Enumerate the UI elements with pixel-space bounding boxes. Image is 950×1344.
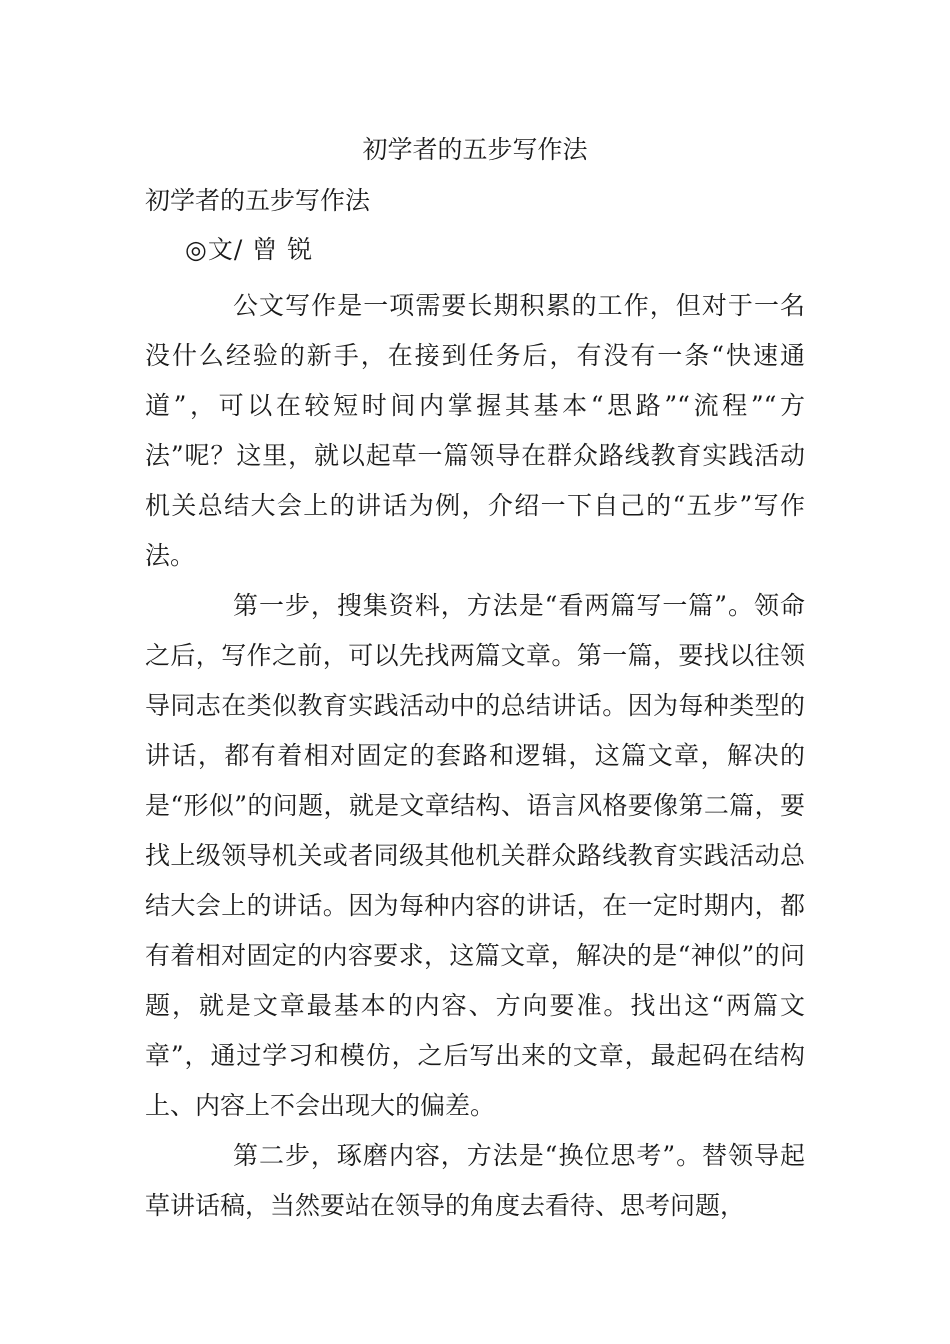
article-body xyxy=(145,281,805,1231)
paragraph-intro: 公文写作是一项需要长期积累的工作，但对于一名没什么经验的新手，在接到任务后，有没有一条“快速通道”，可以在较短时间内掌握其基本“思路”“流程”“方法”呢？这里，就以起草一篇领导在群众路线教育实践活动机关总结大会上的讲话为例，介绍一下自己的“五步”写作法。 xyxy=(145,291,805,570)
paragraph-step-two: 第二步，琢磨内容，方法是“换位思考”。替领导起草讲话稿，当然要站在领导的角度去看待、思考问题， xyxy=(145,1141,805,1220)
paragraph-step-one: 第一步，搜集资料，方法是“看两篇写一篇”。领命之后，写作之前，可以先找两篇文章。第一篇，要找以往领导同志在类似教育实践活动中的总结讲话。因为每种类型的讲话，都有着相对固定的套路和逻辑，这篇文章，解决的是“形似”的问题，就是文章结构、语言风格要像第二篇，要找上级领导机关或者同级其他机关群众路线教育实践活动总结大会上的讲话。因为每种内容的讲话，在一定时期内，都有着相对固定的内容要求，这篇文章，解决的是“神似”的问题，就是文章最基本的内容、方向要准。找出这“两篇文章”，通过学习和模仿，之后写出来的文章，最起码在结构上、内容上不会出现大的偏差。 xyxy=(145,591,805,1120)
document-subtitle: 初学者的五步写作法 xyxy=(145,186,371,215)
document-title: 初学者的五步写作法 xyxy=(362,135,588,164)
author-byline: ◎文/ 曾 锐 xyxy=(185,235,314,264)
